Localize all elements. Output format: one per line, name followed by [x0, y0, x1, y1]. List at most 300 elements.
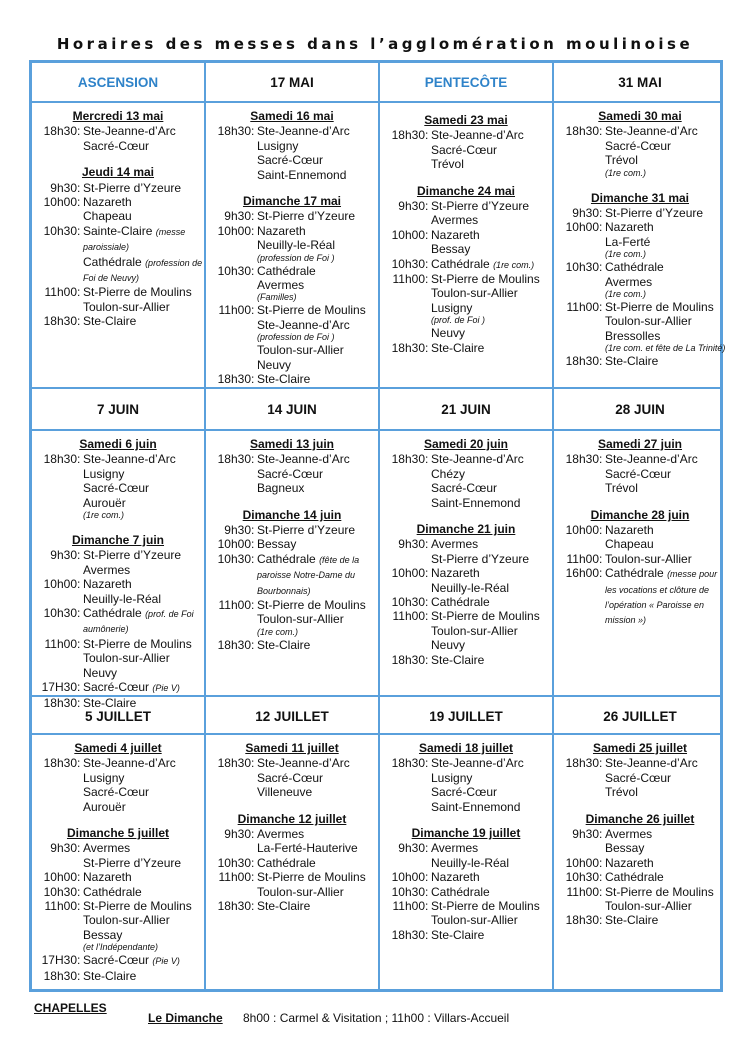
time-separator: : — [77, 870, 81, 885]
place-label: St-Pierre d’Yzeure — [431, 551, 530, 566]
time-separator: : — [425, 537, 429, 552]
place-name — [605, 785, 726, 799]
mass-time: 18h30 — [217, 899, 251, 914]
place-label: St-Pierre d’Yzeure — [83, 855, 182, 870]
place-name — [257, 612, 378, 626]
place-label: Nazareth — [83, 195, 132, 210]
mass-places — [603, 452, 726, 495]
schedule-cell — [32, 737, 204, 983]
schedule-cell — [380, 109, 552, 355]
place-label: Ste-Jeanne-d’Arc — [83, 124, 176, 139]
place-label: Neuvy — [431, 638, 466, 653]
place-name — [257, 278, 378, 292]
place-label: Ste-Jeanne-d’Arc — [431, 756, 524, 771]
place-label: Saint-Ennemond — [257, 167, 347, 182]
mass-entry — [380, 257, 552, 272]
time-separator: : — [599, 870, 603, 885]
mass-entry — [206, 856, 378, 870]
place-name — [257, 303, 378, 317]
mass-entry — [380, 566, 552, 595]
mass-time: 11h00 — [44, 285, 77, 300]
place-label: St-Pierre d’Yzeure — [257, 209, 356, 224]
mass-time: 18h30 — [217, 452, 251, 467]
mass-entry — [380, 128, 552, 171]
place-name — [605, 841, 726, 855]
place-label: Ste-Claire — [605, 913, 659, 928]
mass-places — [429, 870, 552, 884]
time-separator: : — [599, 206, 603, 221]
place-name — [431, 272, 552, 286]
place-name — [257, 827, 378, 841]
header-7-juin: 7 JUIN — [96, 401, 140, 417]
place-label: Sacré-Cœur — [605, 138, 672, 153]
time-separator: : — [251, 537, 255, 552]
mass-places — [429, 272, 552, 326]
mass-time: 11h00 — [566, 884, 599, 899]
time-separator: : — [251, 263, 255, 278]
mass-time: 10h30 — [217, 263, 251, 278]
mass-time: 9h30 — [572, 827, 599, 842]
place-name — [431, 128, 552, 142]
place-label: Avermes — [605, 827, 653, 842]
chapelles-title: CHAPELLES — [34, 1001, 107, 1015]
mass-entry — [206, 598, 378, 638]
place-name — [257, 372, 378, 386]
mass-places — [429, 199, 552, 228]
day-heading: Dimanche 14 juin — [242, 507, 342, 522]
place-label: St-Pierre de Moulins — [83, 285, 192, 300]
header-pentecote: PENTECÔTE — [424, 74, 508, 90]
place-label: Lusigny — [83, 466, 125, 481]
time-separator: : — [425, 227, 429, 242]
schedule-cell — [380, 737, 552, 942]
place-label: Toulon-sur-Allier — [257, 884, 344, 899]
place-label: Avermes — [431, 841, 479, 856]
mass-time: 18h30 — [391, 756, 425, 771]
mass-entry — [32, 124, 204, 153]
place-label: Toulon-sur-Allier — [257, 343, 344, 358]
place-name — [83, 496, 204, 510]
mass-entry — [206, 452, 378, 495]
place-label: Ste-Claire — [431, 927, 485, 942]
place-name — [83, 666, 204, 680]
place-name — [431, 228, 552, 242]
place-label: Ste-Jeanne-d’Arc — [605, 452, 698, 467]
mass-time: 11h00 — [566, 300, 599, 315]
time-separator: : — [77, 452, 81, 467]
time-separator: : — [251, 637, 255, 652]
place-name — [431, 552, 552, 566]
place-name — [83, 181, 204, 195]
time-separator: : — [77, 548, 81, 563]
time-separator: : — [251, 303, 255, 318]
place-label: Chézy — [431, 466, 466, 481]
mass-note: (1re com.) — [257, 626, 299, 637]
place-name — [605, 139, 726, 153]
mass-time: 11h00 — [392, 609, 425, 624]
mass-time: 10h30 — [391, 595, 425, 610]
place-name — [431, 496, 552, 510]
mass-entry — [206, 899, 378, 913]
mass-time: 9h30 — [50, 548, 77, 563]
place-name — [257, 358, 378, 372]
mass-entry — [32, 885, 204, 899]
mass-places — [81, 969, 204, 983]
mass-entry — [380, 452, 552, 510]
place-label: La-Ferté — [605, 234, 651, 249]
place-label: Nazareth — [605, 523, 654, 538]
time-separator: : — [425, 452, 429, 467]
mass-time: 9h30 — [224, 209, 251, 224]
mass-entry — [380, 609, 552, 652]
place-label: St-Pierre de Moulins — [431, 272, 540, 287]
mass-entry — [554, 452, 726, 495]
chapelles-day: Le Dimanche — [148, 1011, 223, 1025]
chapelles-divider — [32, 989, 720, 991]
place-label: Toulon-sur-Allier — [83, 299, 170, 314]
place-name — [83, 841, 204, 855]
place-label: Ste-Jeanne-d’Arc — [431, 128, 524, 143]
mass-time: 11h00 — [44, 899, 77, 914]
mass-entry — [32, 195, 204, 224]
place-label: St-Pierre de Moulins — [431, 899, 540, 914]
mass-places — [603, 913, 726, 927]
time-separator: : — [425, 756, 429, 771]
mass-entry — [380, 272, 552, 326]
time-separator: : — [425, 899, 429, 914]
place-label: Avermes — [83, 841, 131, 856]
mass-places — [603, 552, 726, 566]
place-label: Ste-Jeanne-d’Arc — [605, 124, 698, 139]
mass-time: 17H30 — [41, 953, 77, 968]
time-separator: : — [251, 855, 255, 870]
place-name — [431, 913, 552, 927]
place-name — [431, 143, 552, 157]
time-separator: : — [77, 680, 81, 695]
mass-entry — [380, 899, 552, 928]
place-label: Neuilly-le-Réal — [83, 591, 162, 606]
mass-time: 10h00 — [565, 523, 599, 538]
place-name — [83, 899, 204, 913]
mass-places — [81, 841, 204, 870]
place-label: Nazareth — [605, 855, 654, 870]
mass-places — [429, 928, 552, 942]
mass-time: 18h30 — [391, 452, 425, 467]
place-name — [83, 606, 204, 637]
mass-places — [603, 756, 726, 799]
time-separator: : — [425, 566, 429, 581]
header-5-juillet: 5 JUILLET — [84, 708, 151, 724]
time-separator: : — [599, 124, 603, 139]
place-name — [83, 548, 204, 562]
place-name — [83, 563, 204, 577]
time-separator: : — [599, 913, 603, 928]
place-label: Lusigny — [257, 138, 299, 153]
mass-places — [255, 264, 378, 304]
mass-note: (1re com.) — [605, 289, 647, 300]
mass-time: 11h00 — [392, 899, 425, 914]
mass-note: (et l’Indépendante) — [83, 942, 159, 953]
place-label: Saint-Ennemond — [431, 799, 521, 814]
time-separator: : — [251, 598, 255, 613]
mass-time: 10h30 — [43, 606, 77, 621]
place-name — [431, 885, 552, 899]
schedule-cell — [554, 433, 726, 628]
place-name — [257, 139, 378, 153]
place-name — [431, 841, 552, 855]
mass-entry — [206, 303, 378, 343]
day-heading: Samedi 30 mai — [598, 109, 682, 123]
day-heading: Samedi 6 juin — [79, 437, 157, 451]
time-separator: : — [425, 870, 429, 885]
mass-time: 10h00 — [43, 577, 77, 592]
place-name — [431, 928, 552, 942]
mass-places — [603, 870, 726, 884]
place-label: Sacré-Cœur — [605, 466, 672, 481]
place-label: Aurouër — [83, 495, 126, 510]
place-name — [257, 885, 378, 899]
place-name — [605, 275, 726, 289]
place-label: Sacré-Cœur — [83, 138, 150, 153]
place-label: Ste-Claire — [83, 968, 137, 983]
mass-entry — [380, 341, 552, 355]
place-name — [605, 300, 726, 314]
mass-time: 18h30 — [565, 756, 599, 771]
time-separator: : — [251, 124, 255, 139]
place-label: Ste-Claire — [257, 372, 311, 387]
mass-time — [32, 255, 77, 286]
header-12-juillet: 12 JUILLET — [255, 708, 329, 724]
place-label: Cathédrale — [257, 855, 316, 870]
place-name — [257, 552, 378, 598]
mass-entry — [32, 696, 204, 710]
schedule-grid — [29, 60, 726, 992]
chapelles-text: 8h00 : Carmel & Visitation ; 11h00 : Villars-Accueil — [243, 1011, 510, 1025]
mass-time: 18h30 — [391, 927, 425, 942]
place-name — [605, 827, 726, 841]
place-name — [83, 314, 204, 328]
mass-entry — [32, 314, 204, 328]
place-name — [83, 577, 204, 591]
place-name — [605, 467, 726, 481]
place-name — [431, 242, 552, 256]
mass-places — [429, 595, 552, 609]
mass-entry — [554, 300, 726, 354]
time-separator: : — [77, 841, 81, 856]
mass-entry — [380, 841, 552, 870]
place-label: Toulon-sur-Allier — [605, 314, 692, 329]
time-separator: : — [251, 209, 255, 224]
header-14-juin: 14 JUIN — [267, 401, 317, 417]
mass-time: 17H30 — [41, 680, 77, 695]
mass-places — [81, 899, 204, 953]
mass-places — [429, 899, 552, 928]
mass-places — [255, 209, 378, 223]
place-name — [431, 157, 552, 171]
place-label: Sacré-Cœur — [431, 785, 498, 800]
time-separator: : — [77, 577, 81, 592]
header-17-mai: 17 MAI — [270, 74, 314, 90]
mass-time: 9h30 — [50, 180, 77, 195]
time-separator: : — [251, 523, 255, 538]
mass-time: 9h30 — [398, 841, 425, 856]
time-separator: : — [251, 756, 255, 771]
place-name — [257, 209, 378, 223]
mass-places — [81, 577, 204, 606]
place-label: Ste-Jeanne-d’Arc — [605, 756, 698, 771]
mass-time: 11h00 — [218, 870, 251, 885]
place-name — [83, 885, 204, 899]
time-separator: : — [425, 609, 429, 624]
place-name — [83, 124, 204, 138]
mass-places — [603, 566, 726, 628]
header-21-juin: 21 JUIN — [441, 401, 491, 417]
mass-time: 18h30 — [565, 124, 599, 139]
place-label: St-Pierre de Moulins — [257, 598, 366, 613]
place-label: Sacré-Cœur — [83, 680, 150, 695]
mass-note: (Pie V) — [152, 956, 180, 967]
mass-entry — [554, 756, 726, 799]
mass-time: 9h30 — [224, 827, 251, 842]
mass-note: (1re com. et fête de La Trinité) — [605, 343, 726, 354]
place-name — [431, 481, 552, 495]
time-separator: : — [251, 372, 255, 387]
mass-note: (Pie V) — [152, 683, 180, 694]
mass-time: 10h30 — [43, 884, 77, 899]
place-label: Nazareth — [431, 870, 480, 885]
time-separator: : — [251, 551, 255, 566]
time-separator: : — [599, 452, 603, 467]
place-name — [83, 592, 204, 606]
place-name — [431, 609, 552, 623]
place-name — [605, 523, 726, 537]
time-separator: : — [425, 927, 429, 942]
place-name — [83, 680, 204, 695]
place-label: Bessay — [605, 841, 645, 856]
mass-time: 18h30 — [217, 637, 251, 652]
place-name — [431, 257, 552, 272]
mass-places — [429, 128, 552, 171]
place-name — [83, 452, 204, 466]
time-separator: : — [425, 128, 429, 143]
mass-entry — [32, 255, 204, 286]
mass-entry — [554, 552, 726, 566]
place-label: Neuvy — [83, 665, 118, 680]
place-label: La-Ferté-Hauterive — [257, 841, 358, 856]
place-label: Cathédrale — [605, 260, 664, 275]
place-name — [257, 598, 378, 612]
place-label: Neuvy — [431, 326, 466, 341]
place-label: Bessay — [431, 242, 471, 257]
day-heading: Samedi 4 juillet — [74, 741, 162, 755]
mass-entry — [32, 899, 204, 953]
mass-places — [81, 452, 204, 521]
place-name — [257, 318, 378, 332]
place-name — [257, 124, 378, 138]
schedule-cell — [554, 105, 726, 369]
place-name — [257, 638, 378, 652]
time-separator: : — [77, 884, 81, 899]
mass-places — [429, 341, 552, 355]
mass-time: 10h00 — [43, 870, 77, 885]
place-name — [83, 928, 204, 942]
mass-places — [255, 224, 378, 264]
place-label: Avermes — [431, 537, 479, 552]
time-separator: : — [599, 300, 603, 315]
mass-entry — [206, 523, 378, 537]
mass-entry — [380, 653, 552, 667]
mass-entry — [206, 209, 378, 223]
mass-entry — [554, 885, 726, 914]
day-heading: Jeudi 14 mai — [81, 165, 155, 180]
place-label: Saint-Ennemond — [431, 495, 521, 510]
mass-places — [81, 885, 204, 899]
time-separator: : — [251, 827, 255, 842]
mass-places — [429, 537, 552, 566]
place-label: St-Pierre d’Yzeure — [83, 548, 182, 563]
mass-places — [81, 606, 204, 637]
place-name — [83, 785, 204, 799]
mass-entry — [206, 124, 378, 182]
place-name — [83, 637, 204, 651]
mass-entry — [32, 637, 204, 680]
place-name — [257, 771, 378, 785]
place-label: Toulon-sur-Allier — [605, 551, 692, 566]
mass-places — [81, 696, 204, 710]
mass-time: 10h00 — [565, 220, 599, 235]
mass-time — [380, 326, 425, 340]
place-label: Ste-Jeanne-d’Arc — [83, 452, 176, 467]
place-label: Cathédrale — [83, 606, 142, 621]
mass-places — [255, 552, 378, 598]
place-label: Bressolles — [605, 328, 661, 343]
mass-time: 18h30 — [391, 652, 425, 667]
mass-note: (profession de Foi ) — [257, 252, 335, 263]
mass-time: 10h30 — [391, 256, 425, 271]
mass-entry — [554, 913, 726, 927]
mass-time: 18h30 — [217, 756, 251, 771]
place-label: Cathédrale — [257, 263, 316, 278]
place-label: Ste-Claire — [431, 340, 485, 355]
place-name — [431, 452, 552, 466]
mass-time: 10h30 — [217, 551, 251, 566]
mass-places — [81, 255, 204, 286]
place-label: Aurouër — [83, 799, 126, 814]
mass-note: (messe paroissiale) — [83, 226, 186, 253]
time-separator: : — [251, 899, 255, 914]
mass-places — [255, 856, 378, 870]
place-name — [431, 301, 552, 315]
place-label: Neuilly-le-Réal — [257, 238, 336, 253]
mass-time: 11h00 — [218, 598, 251, 613]
mass-places — [255, 452, 378, 495]
time-separator: : — [251, 223, 255, 238]
mass-places — [429, 566, 552, 595]
time-separator: : — [425, 652, 429, 667]
place-name — [83, 651, 204, 665]
place-name — [605, 537, 726, 551]
mass-time: 18h30 — [565, 913, 599, 928]
mass-places — [603, 300, 726, 354]
time-separator: : — [77, 636, 81, 651]
place-label: St-Pierre de Moulins — [83, 636, 192, 651]
mass-places — [255, 124, 378, 182]
day-heading: Mercredi 13 mai — [72, 109, 164, 123]
mass-time: 10h00 — [565, 855, 599, 870]
place-name — [83, 953, 204, 968]
mass-entry — [380, 537, 552, 566]
mass-places — [255, 827, 378, 856]
